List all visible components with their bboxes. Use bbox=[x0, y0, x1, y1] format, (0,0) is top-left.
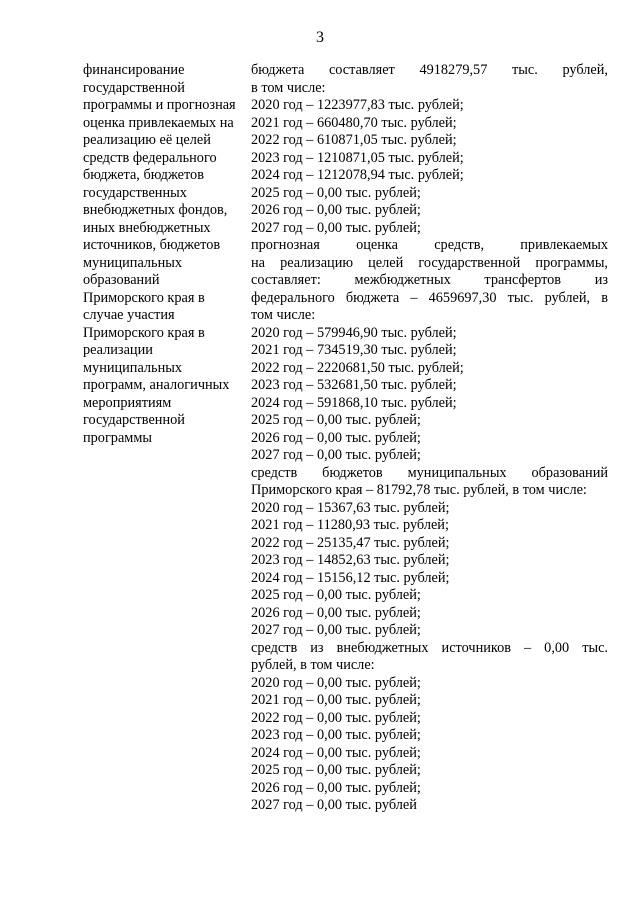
year-amount-line: 2022 год – 610871,05 тыс. рублей; bbox=[251, 132, 457, 148]
year-amount-line: 2025 год – 0,00 тыс. рублей; bbox=[251, 412, 421, 428]
year-amount-line: 2021 год – 0,00 тыс. рублей; bbox=[251, 692, 421, 708]
detail-line: федерального бюджета – 4659697,30 тыс. рублей, в bbox=[251, 289, 608, 306]
year-amount-line: 2024 год – 15156,12 тыс. рублей; bbox=[251, 569, 450, 586]
label-line: случае участия bbox=[83, 307, 175, 323]
year-amount-line: 2022 год – 25135,47 тыс. рублей; bbox=[251, 534, 450, 551]
detail-line: том числе: bbox=[251, 307, 316, 323]
label-line: Приморского края в bbox=[83, 324, 205, 341]
label-line: муниципальных bbox=[83, 254, 182, 271]
year-amount-line: 2020 год – 15367,63 тыс. рублей; bbox=[251, 499, 450, 516]
label-line: источников, бюджетов bbox=[83, 237, 221, 253]
label-line: программы и прогнозная bbox=[83, 97, 236, 113]
year-amount-line: 2027 год – 0,00 тыс. рублей; bbox=[251, 219, 421, 236]
label-line: внебюджетных фондов, bbox=[83, 202, 228, 218]
year-amount-line: 2025 год – 0,00 тыс. рублей; bbox=[251, 587, 421, 603]
label-line: государственной bbox=[83, 79, 185, 96]
detail-line: в том числе: bbox=[251, 79, 326, 96]
label-line: программ, аналогичных bbox=[83, 377, 230, 393]
funding-label-column bbox=[83, 62, 251, 447]
label-line: оценка привлекаемых на bbox=[83, 114, 234, 131]
label-line: муниципальных bbox=[83, 359, 182, 376]
year-amount-line: 2020 год – 0,00 тыс. рублей; bbox=[251, 674, 421, 691]
label-line: бюджета, бюджетов bbox=[83, 167, 204, 183]
label-line: финансирование bbox=[83, 62, 185, 78]
page-number: 3 bbox=[316, 29, 324, 46]
detail-line: средств из внебюджетных источников – 0,00 тыс. bbox=[251, 639, 608, 656]
year-amount-line: 2023 год – 0,00 тыс. рублей; bbox=[251, 727, 421, 743]
label-line: государственной bbox=[83, 412, 185, 428]
year-amount-line: 2021 год – 734519,30 тыс. рублей; bbox=[251, 342, 457, 358]
year-amount-line: 2026 год – 0,00 тыс. рублей; bbox=[251, 604, 421, 621]
year-amount-line: 2023 год – 1210871,05 тыс. рублей; bbox=[251, 149, 464, 166]
label-line: реализацию её целей bbox=[83, 132, 211, 148]
year-amount-line: 2020 год – 1223977,83 тыс. рублей; bbox=[251, 97, 464, 113]
year-amount-line: 2026 год – 0,00 тыс. рублей; bbox=[251, 429, 421, 446]
year-amount-line: 2021 год – 11280,93 тыс. рублей; bbox=[251, 517, 449, 533]
year-amount-line: 2021 год – 660480,70 тыс. рублей; bbox=[251, 114, 457, 131]
year-amount-line: 2027 год – 0,00 тыс. рублей bbox=[251, 797, 417, 813]
detail-line: рублей, в том числе: bbox=[251, 657, 375, 673]
year-amount-line: 2024 год – 1212078,94 тыс. рублей; bbox=[251, 167, 464, 183]
year-amount-line: 2025 год – 0,00 тыс. рублей; bbox=[251, 184, 421, 201]
funding-details-column bbox=[251, 62, 608, 815]
detail-line: средств бюджетов муниципальных образований bbox=[251, 464, 608, 481]
year-amount-line: 2027 год – 0,00 тыс. рублей; bbox=[251, 622, 421, 638]
detail-line: бюджета составляет 4918279,57 тыс. рублей, bbox=[251, 62, 608, 78]
year-amount-line: 2020 год – 579946,90 тыс. рублей; bbox=[251, 324, 457, 341]
year-amount-line: 2023 год – 14852,63 тыс. рублей; bbox=[251, 552, 450, 568]
year-amount-line: 2022 год – 2220681,50 тыс. рублей; bbox=[251, 359, 464, 376]
year-amount-line: 2024 год – 0,00 тыс. рублей; bbox=[251, 744, 421, 761]
detail-line: Приморского края – 81792,78 тыс. рублей, в том числе: bbox=[251, 482, 587, 498]
year-amount-line: 2024 год – 591868,10 тыс. рублей; bbox=[251, 394, 457, 411]
year-amount-line: 2022 год – 0,00 тыс. рублей; bbox=[251, 709, 421, 726]
year-amount-line: 2025 год – 0,00 тыс. рублей; bbox=[251, 762, 421, 778]
label-line: Приморского края в bbox=[83, 289, 205, 306]
label-line: государственных bbox=[83, 184, 187, 201]
year-amount-line: 2023 год – 532681,50 тыс. рублей; bbox=[251, 377, 457, 393]
label-line: реализации bbox=[83, 342, 153, 358]
detail-line: составляет: межбюджетных трансфертов из bbox=[251, 272, 608, 288]
label-line: средств федерального bbox=[83, 149, 217, 166]
year-amount-line: 2027 год – 0,00 тыс. рублей; bbox=[251, 447, 421, 463]
detail-line: прогнозная оценка средств, привлекаемых bbox=[251, 237, 608, 253]
label-line: иных внебюджетных bbox=[83, 219, 211, 236]
label-line: программы bbox=[83, 429, 153, 446]
detail-line: на реализацию целей государственной программы, bbox=[251, 254, 608, 271]
year-amount-line: 2026 год – 0,00 тыс. рублей; bbox=[251, 779, 421, 796]
label-line: мероприятиям bbox=[83, 394, 172, 411]
year-amount-line: 2026 год – 0,00 тыс. рублей; bbox=[251, 202, 421, 218]
label-line: образований bbox=[83, 272, 160, 288]
